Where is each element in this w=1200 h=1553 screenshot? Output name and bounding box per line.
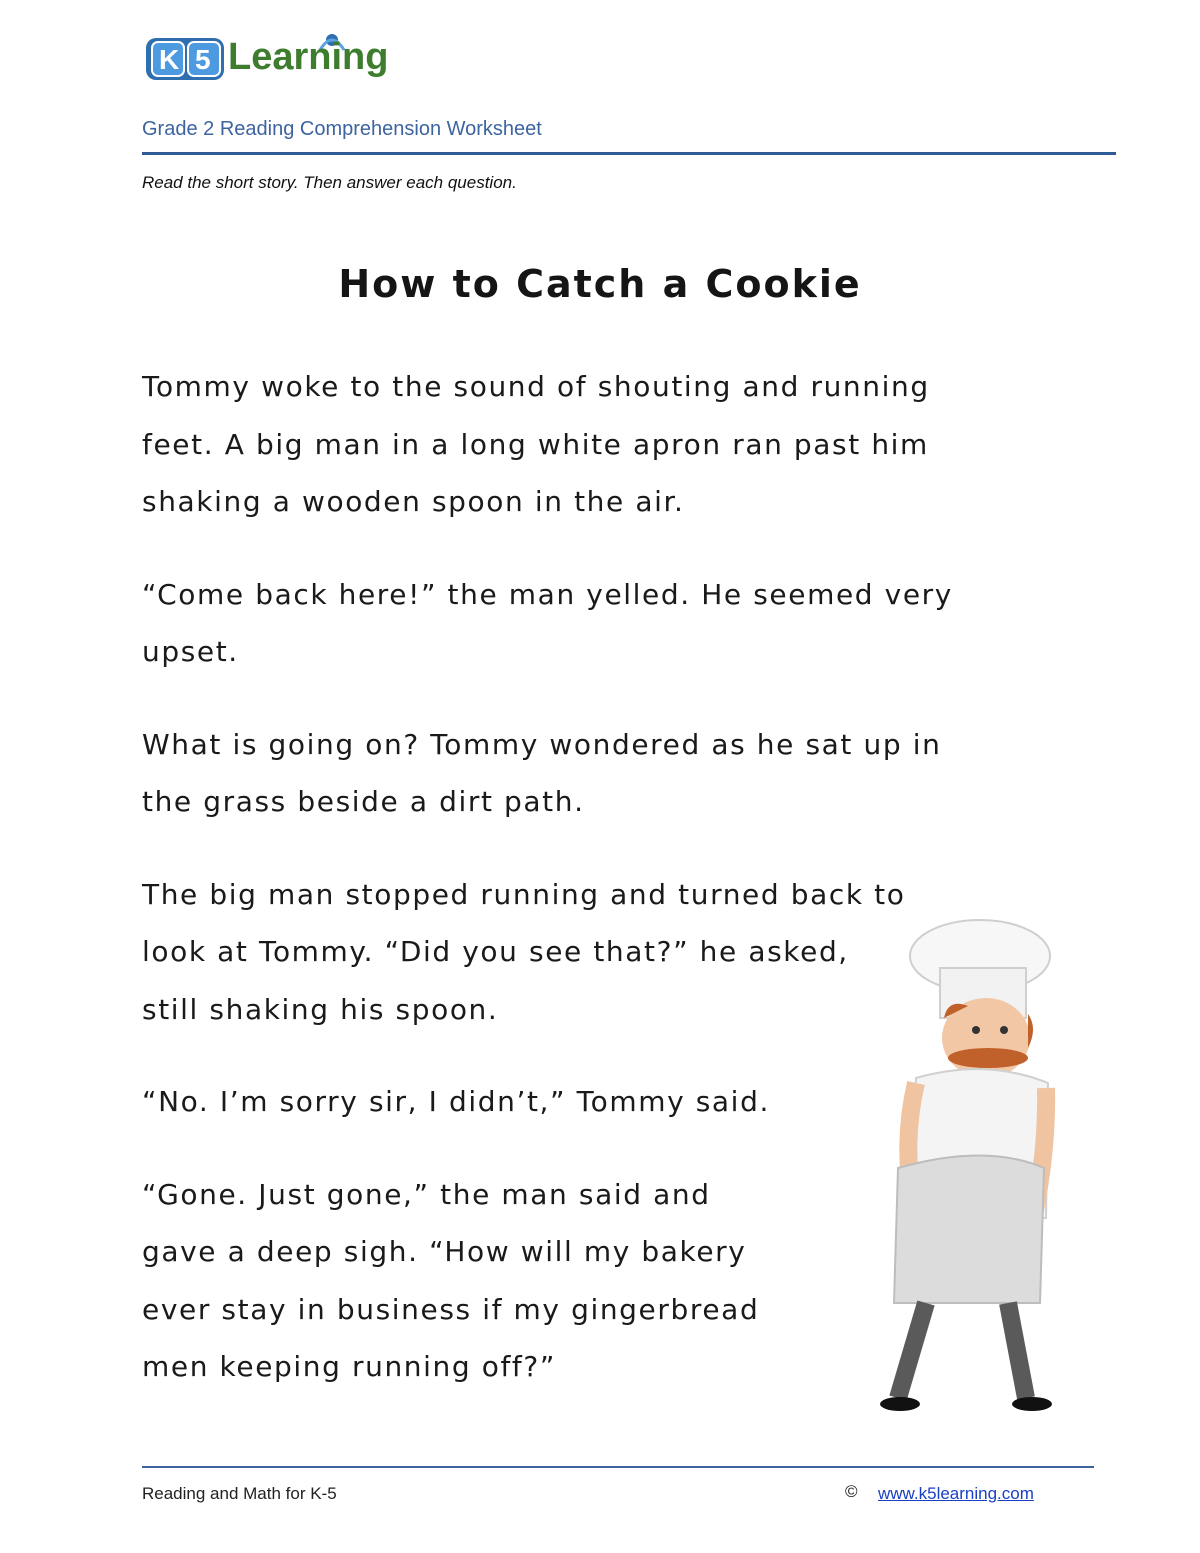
footer-tagline: Reading and Math for K-5: [142, 1484, 337, 1503]
footer-divider: [142, 1466, 1094, 1468]
story-paragraph: [142, 716, 1062, 831]
story-line: “No. I’m sorry sir, I didn’t,” Tommy said.: [142, 1085, 770, 1118]
story-line: ever stay in business if my gingerbread: [142, 1292, 760, 1326]
story-title: How to Catch a Cookie: [338, 262, 862, 306]
story-line: “Come back here!” the man yelled. He seemed very: [142, 577, 953, 611]
header-divider: [142, 152, 1116, 155]
story-line: gave a deep sigh. “How will my bakery: [142, 1235, 747, 1268]
story-paragraph: [142, 358, 1062, 531]
story-line: the grass beside a dirt path.: [142, 785, 585, 818]
logo-text: Learning: [228, 36, 389, 78]
logo-badge-5: 5: [195, 44, 211, 75]
copyright-symbol: ©: [845, 1482, 858, 1501]
story-line: look at Tommy. “Did you see that?” he asked,: [142, 935, 849, 968]
story-line: upset.: [142, 635, 239, 668]
story-line: feet. A big man in a long white apron ran past him: [142, 427, 929, 461]
worksheet-subtitle: Grade 2 Reading Comprehension Worksheet: [142, 118, 542, 140]
story-line: shaking a wooden spoon in the air.: [142, 485, 685, 518]
story-line: The big man stopped running and turned back to: [142, 877, 906, 911]
story-line: Tommy woke to the sound of shouting and running: [142, 370, 930, 403]
chef-illustration: [868, 918, 1098, 1418]
story-paragraph: [142, 566, 1062, 681]
story-line: still shaking his spoon.: [142, 992, 499, 1026]
story-line: men keeping running off?”: [142, 1350, 556, 1383]
website-link[interactable]: www.k5learning.com: [878, 1484, 1034, 1503]
story-line: “Gone. Just gone,” the man said and: [142, 1177, 711, 1211]
story-line: What is going on? Tommy wondered as he sat up in: [142, 727, 942, 761]
logo-badge-k: K: [159, 44, 180, 75]
instructions: Read the short story. Then answer each question.: [142, 173, 517, 192]
